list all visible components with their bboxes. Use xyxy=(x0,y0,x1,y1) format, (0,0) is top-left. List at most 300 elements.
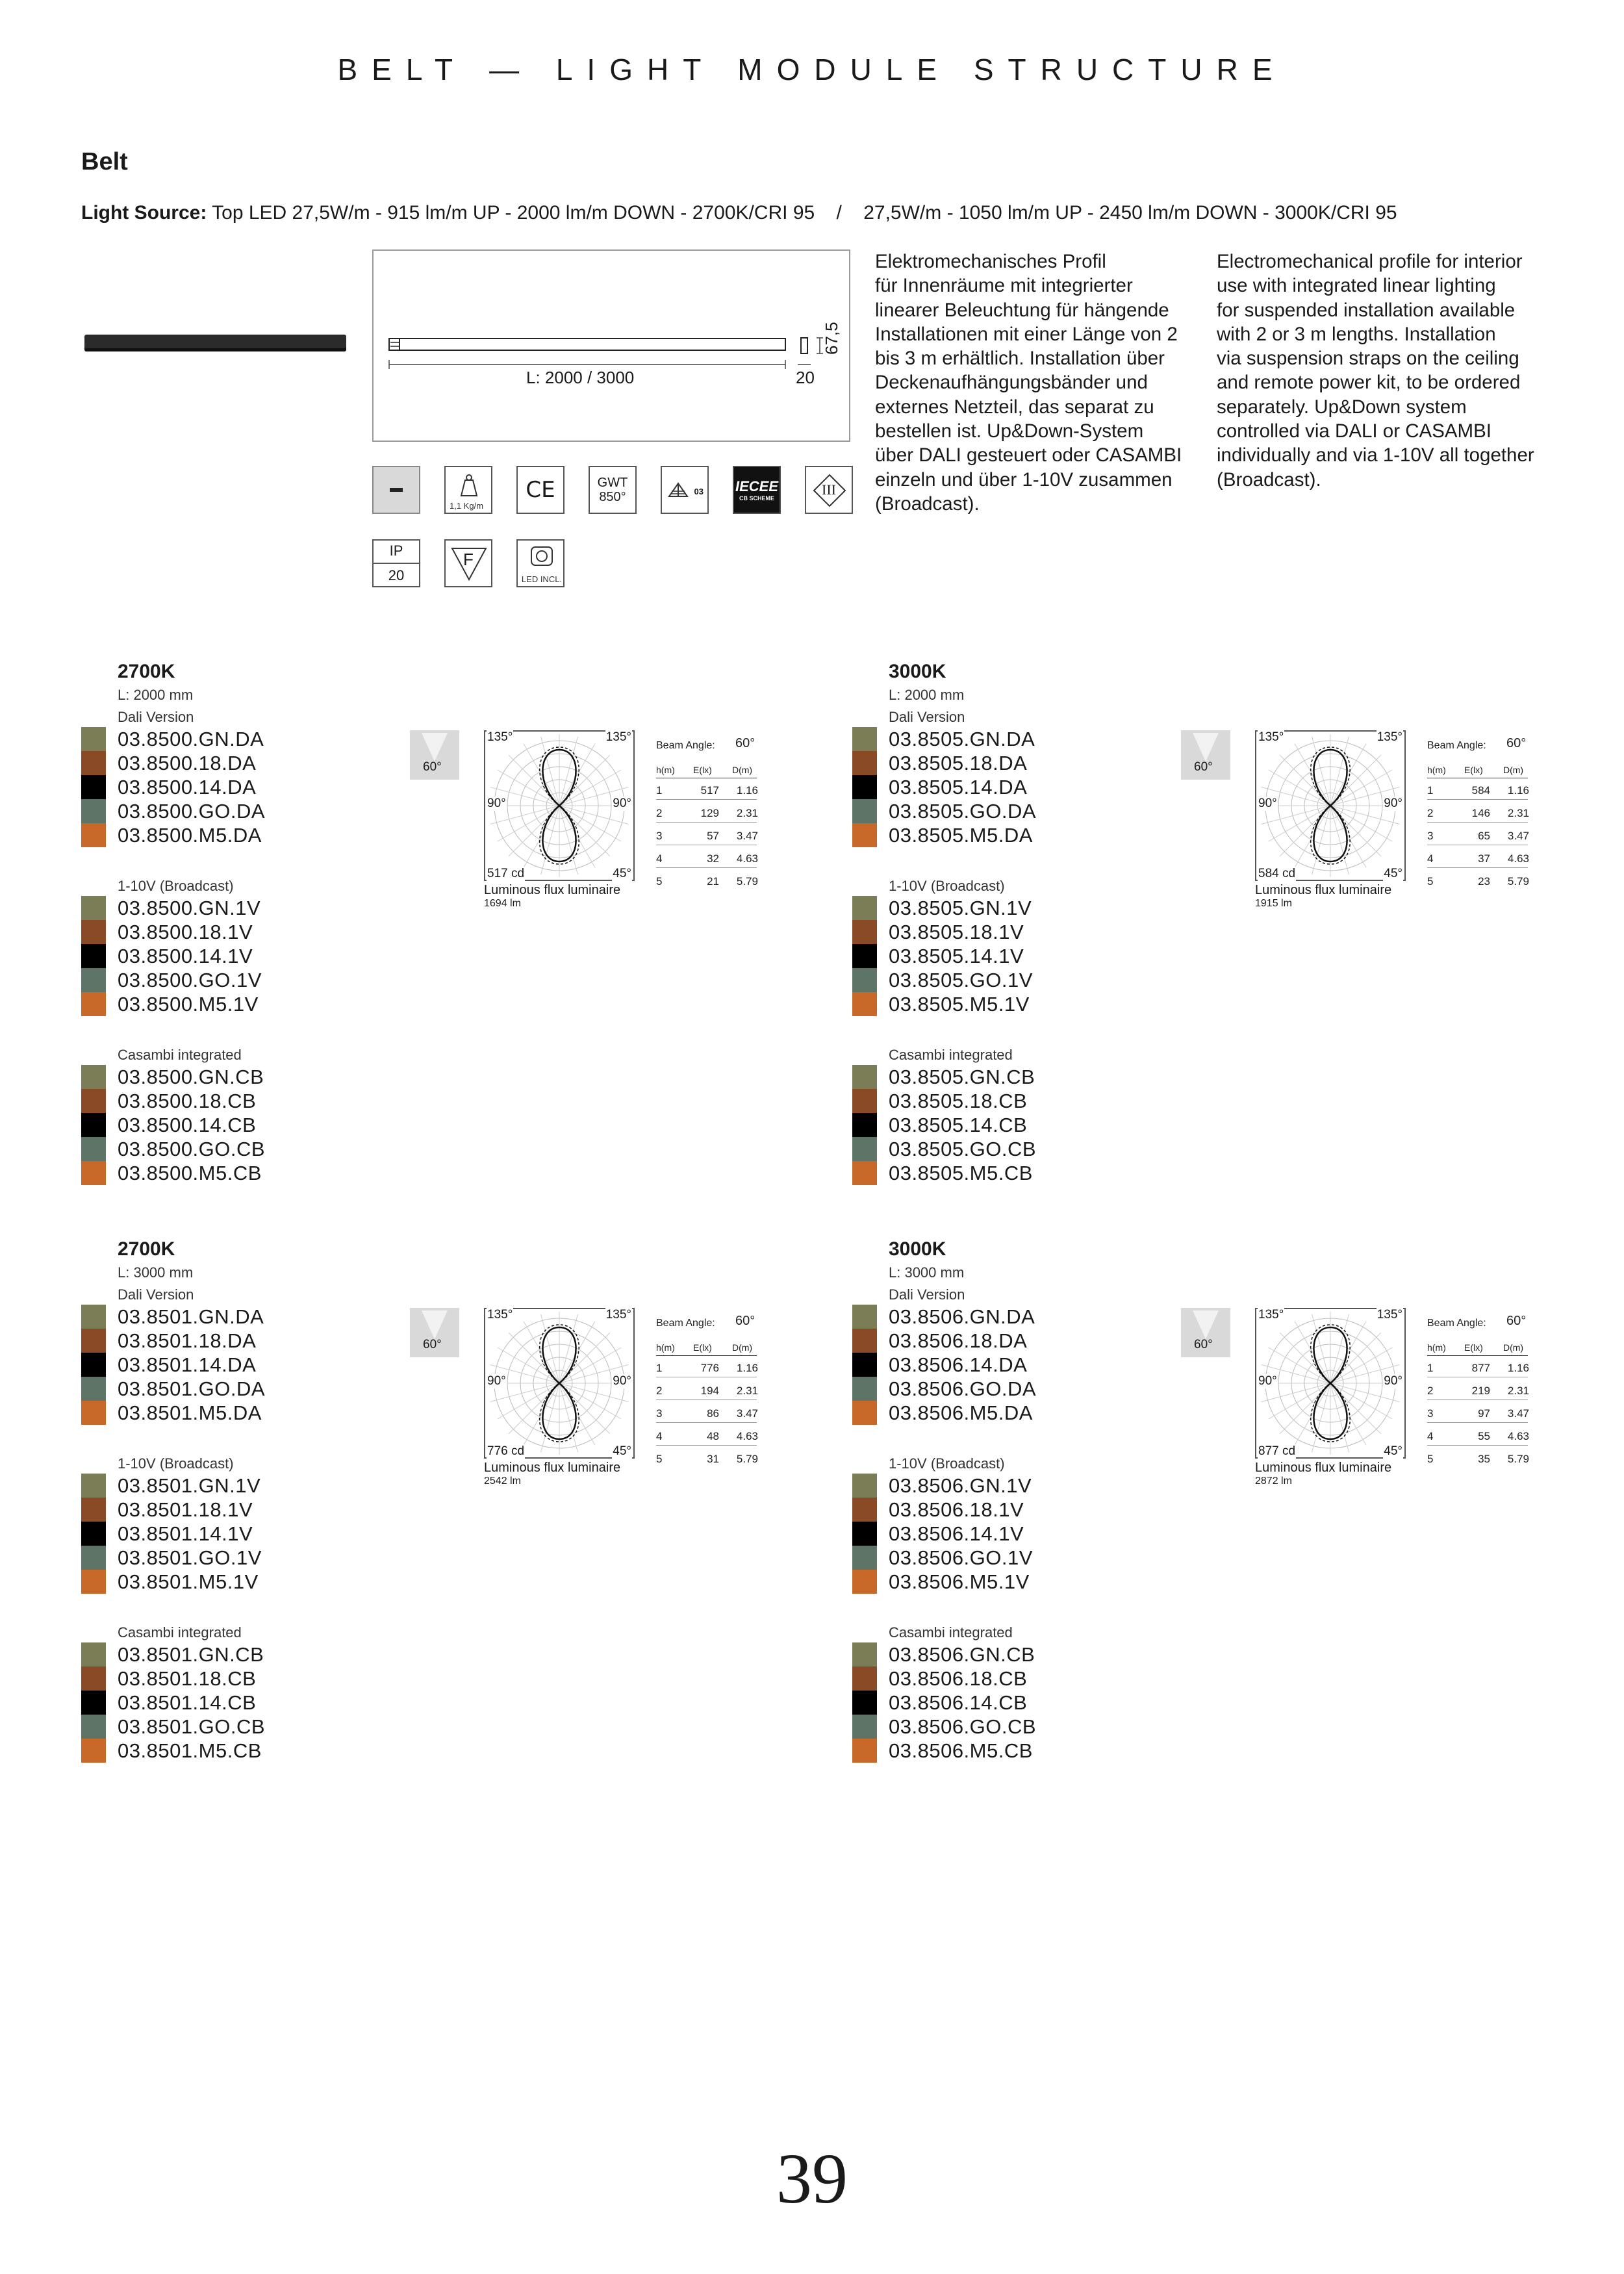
product-code: 03.8505.M5.1V xyxy=(889,993,1030,1016)
angle-label-mid-left: 90° xyxy=(487,797,506,810)
table-cell: 32 xyxy=(707,852,719,865)
table-cell: 3.47 xyxy=(736,1407,758,1420)
product-code: 03.8501.M5.DA xyxy=(118,1401,262,1424)
beam-cone-symbol xyxy=(1181,1308,1230,1340)
product-code: 03.8501.GN.1V xyxy=(118,1474,261,1497)
color-swatch-gn xyxy=(852,1065,877,1089)
color-swatch-14 xyxy=(852,1113,877,1137)
flux-value: 2542 lm xyxy=(484,1476,521,1487)
flux-label: Luminous flux luminaire xyxy=(484,883,621,897)
product-code: 03.8501.18.CB xyxy=(118,1667,257,1690)
product-code: 03.8501.M5.CB xyxy=(118,1739,262,1762)
product-code: 03.8500.18.CB xyxy=(118,1090,257,1112)
product-code: 03.8500.14.1V xyxy=(118,945,253,967)
flux-value: 1915 lm xyxy=(1255,898,1292,909)
color-swatch-14 xyxy=(852,1522,877,1546)
color-swatch-go xyxy=(852,968,877,992)
table-rule xyxy=(1427,1399,1528,1400)
group-label: Casambi integrated xyxy=(118,1624,242,1641)
angle-label-top-right: 135° xyxy=(605,730,631,744)
table-cell: 2.31 xyxy=(1507,1385,1529,1397)
ip-title: IP xyxy=(389,542,403,559)
description-german: Elektromechanisches Profil für Innenräume mit integrierter linearer Beleuchtung für hängende Installationen mit einer Länge von 2 bis 3 m erhältlich. Installation über Deckenaufhängungsbänder und externes Netzteil, das separat zu bestellen ist. Up&Down-System über DALI gesteuert oder CASAMBI einzeln und über 1-10V zusammen (Broadcast). xyxy=(875,251,1182,515)
table-cell: 2 xyxy=(656,1385,663,1397)
angle-label-bottom-right: 45° xyxy=(1384,867,1402,880)
beam-cone-symbol xyxy=(1181,730,1230,763)
table-cell: 23 xyxy=(1478,875,1490,888)
length-label: L: 3000 mm xyxy=(118,1264,194,1281)
table-header: D(m) xyxy=(732,765,753,775)
product-code: 03.8505.18.1V xyxy=(889,921,1024,943)
width-dimension: 20 xyxy=(796,368,815,387)
table-cell: 21 xyxy=(707,875,719,888)
product-code: 03.8505.18.CB xyxy=(889,1090,1028,1112)
table-cell: 4 xyxy=(1427,1430,1434,1442)
table-cell: 1.16 xyxy=(736,784,758,797)
gwt-icon xyxy=(589,466,637,514)
weight-icon xyxy=(444,466,492,514)
product-code: 03.8500.14.CB xyxy=(118,1114,257,1136)
product-code: 03.8505.M5.DA xyxy=(889,824,1033,847)
group-label: Dali Version xyxy=(889,709,965,725)
beam-angle-value: 60° xyxy=(1506,1314,1527,1328)
table-cell: 517 xyxy=(700,784,719,797)
product-code: 03.8506.GO.CB xyxy=(889,1715,1037,1738)
polar-diagram xyxy=(1255,730,1406,881)
table-cell: 57 xyxy=(707,830,719,842)
group-label: Casambi integrated xyxy=(118,1047,242,1063)
product-code: 03.8500.18.1V xyxy=(118,921,253,943)
table-cell: 877 xyxy=(1471,1362,1490,1374)
color-swatch-18 xyxy=(81,1089,106,1113)
table-cell: 35 xyxy=(1478,1453,1490,1465)
color-swatch-14 xyxy=(81,775,106,799)
table-header: h(m) xyxy=(1427,765,1446,775)
product-code: 03.8506.14.DA xyxy=(889,1353,1028,1376)
color-swatch-m5 xyxy=(81,1401,106,1425)
illuminance-table xyxy=(656,1310,760,1466)
table-rule xyxy=(1427,1422,1528,1423)
table-cell: 31 xyxy=(707,1453,719,1465)
table-cell: 776 xyxy=(700,1362,719,1374)
beam-angle-value: 60° xyxy=(1506,736,1527,750)
color-swatch-18 xyxy=(852,1498,877,1522)
table-cell: 37 xyxy=(1478,852,1490,865)
table-cell: 1.16 xyxy=(1507,1362,1529,1374)
color-swatch-14 xyxy=(81,1691,106,1715)
angle-label-mid-right: 90° xyxy=(1384,1374,1402,1388)
product-code: 03.8506.14.1V xyxy=(889,1522,1024,1545)
angle-label-top-right: 135° xyxy=(1377,730,1402,744)
group-label: 1-10V (Broadcast) xyxy=(118,878,234,894)
angle-label-bottom-right: 45° xyxy=(613,867,631,880)
table-header: E(lx) xyxy=(1464,765,1483,775)
table-rule xyxy=(656,867,757,868)
product-code: 03.8501.GN.DA xyxy=(118,1305,264,1328)
table-cell: 1.16 xyxy=(1507,784,1529,797)
table-rule xyxy=(1427,822,1528,823)
product-code: 03.8505.M5.CB xyxy=(889,1162,1033,1184)
class-iii-icon xyxy=(805,466,853,514)
product-code: 03.8505.GN.DA xyxy=(889,728,1035,750)
table-header: E(lx) xyxy=(693,1342,712,1353)
product-code: 03.8500.M5.DA xyxy=(118,824,262,847)
table-cell: 219 xyxy=(1471,1385,1490,1397)
beam-angle-icon-label: 60° xyxy=(423,760,442,774)
color-swatch-14 xyxy=(852,1691,877,1715)
color-swatch-18 xyxy=(852,751,877,775)
group-label: 1-10V (Broadcast) xyxy=(889,1455,1005,1472)
polar-grid xyxy=(1256,732,1404,880)
description-english: Electromechanical profile for interior use with integrated linear lighting for suspended installation available with 2 or 3 m lengths. Installation via suspension straps on the ceiling and remote power kit, to be ordered separately. Up&Down system controlled via DALI or CASAMBI individually and via 1-10V all together (Broadcast). xyxy=(1217,251,1534,491)
candela-label: 517 cd xyxy=(487,867,525,880)
table-rule xyxy=(1427,799,1528,800)
table-cell: 4.63 xyxy=(736,852,758,865)
color-swatch-m5 xyxy=(852,823,877,847)
length-label: L: 3000 mm xyxy=(889,1264,965,1281)
weee-icon xyxy=(661,466,709,514)
product-code: 03.8501.M5.1V xyxy=(118,1570,259,1593)
suspension-type-icon xyxy=(372,466,420,514)
table-cell: 3.47 xyxy=(1507,1407,1529,1420)
color-swatch-gn xyxy=(852,1474,877,1498)
beam-cone-symbol xyxy=(410,730,459,763)
color-swatch-go xyxy=(81,799,106,823)
angle-label-mid-right: 90° xyxy=(613,797,631,810)
table-header: h(m) xyxy=(656,1342,675,1353)
product-code: 03.8505.14.1V xyxy=(889,945,1024,967)
product-code: 03.8500.GN.DA xyxy=(118,728,264,750)
table-cell: 2.31 xyxy=(736,807,758,819)
table-header: E(lx) xyxy=(693,765,712,775)
group-label: Dali Version xyxy=(889,1286,965,1303)
color-swatch-m5 xyxy=(81,823,106,847)
product-code: 03.8505.18.DA xyxy=(889,752,1028,774)
table-cell: 3 xyxy=(1427,1407,1434,1420)
table-cell: 5 xyxy=(656,1453,663,1465)
angle-label-bottom-right: 45° xyxy=(613,1444,631,1458)
product-code: 03.8505.GN.CB xyxy=(889,1066,1035,1088)
table-cell: 48 xyxy=(707,1430,719,1442)
group-label: Dali Version xyxy=(118,709,194,725)
table-header: h(m) xyxy=(656,765,675,775)
product-code: 03.8506.M5.DA xyxy=(889,1401,1033,1424)
color-swatch-go xyxy=(81,1377,106,1401)
product-code: 03.8500.M5.1V xyxy=(118,993,259,1016)
table-rule xyxy=(1427,1445,1528,1446)
table-rule xyxy=(656,1445,757,1446)
height-dimension: 67,5 xyxy=(822,322,841,355)
color-swatch-go xyxy=(852,1546,877,1570)
product-name: Belt xyxy=(81,148,128,175)
candela-label: 776 cd xyxy=(487,1444,525,1458)
product-code: 03.8500.14.DA xyxy=(118,776,257,798)
angle-label-mid-left: 90° xyxy=(1258,797,1277,810)
table-cell: 4 xyxy=(656,1430,663,1442)
page-title: BELT — LIGHT MODULE STRUCTURE xyxy=(337,53,1287,86)
table-rule xyxy=(656,799,757,800)
color-swatch-m5 xyxy=(81,992,106,1016)
color-swatch-18 xyxy=(81,1329,106,1353)
product-code: 03.8501.14.1V xyxy=(118,1522,253,1545)
flux-label: Luminous flux luminaire xyxy=(1255,1461,1392,1475)
weight-label: 1,1 Kg/m xyxy=(450,501,484,511)
flux-label: Luminous flux luminaire xyxy=(1255,883,1392,897)
color-swatch-m5 xyxy=(81,1570,106,1594)
color-swatch-go xyxy=(81,968,106,992)
table-cell: 5.79 xyxy=(736,875,758,888)
product-code: 03.8506.18.CB xyxy=(889,1667,1028,1690)
table-rule xyxy=(656,822,757,823)
table-cell: 5.79 xyxy=(1507,1453,1529,1465)
table-cell: 65 xyxy=(1478,830,1490,842)
color-swatch-m5 xyxy=(852,1739,877,1763)
table-cell: 2.31 xyxy=(1507,807,1529,819)
angle-label-top-right: 135° xyxy=(1377,1308,1402,1322)
beam-angle-value: 60° xyxy=(735,736,755,750)
table-cell: 5 xyxy=(1427,875,1434,888)
angle-label-top-left: 135° xyxy=(487,1308,513,1322)
color-swatch-gn xyxy=(852,727,877,751)
color-swatch-gn xyxy=(81,1642,106,1667)
angle-label-top-left: 135° xyxy=(1258,1308,1284,1322)
beam-angle-icon-label: 60° xyxy=(1194,760,1213,774)
table-header: E(lx) xyxy=(1464,1342,1483,1353)
color-swatch-18 xyxy=(81,920,106,944)
color-swatch-14 xyxy=(852,944,877,968)
color-swatch-go xyxy=(81,1137,106,1161)
product-code: 03.8500.GO.DA xyxy=(118,800,266,823)
technical-drawing xyxy=(372,249,850,442)
color-swatch-gn xyxy=(81,896,106,920)
product-section xyxy=(852,1238,1567,1771)
table-rule xyxy=(656,1399,757,1400)
group-label: Casambi integrated xyxy=(889,1047,1013,1063)
beam-angle-value: 60° xyxy=(735,1314,755,1328)
color-swatch-18 xyxy=(81,1498,106,1522)
product-code: 03.8501.GO.1V xyxy=(118,1546,262,1569)
product-code: 03.8501.18.DA xyxy=(118,1329,257,1352)
product-section xyxy=(81,661,796,1194)
product-code: 03.8505.GO.1V xyxy=(889,969,1033,991)
iecee-icon xyxy=(733,466,781,514)
angle-label-bottom-right: 45° xyxy=(1384,1444,1402,1458)
table-header: D(m) xyxy=(732,1342,753,1353)
table-cell: 2 xyxy=(656,807,663,819)
color-swatch-18 xyxy=(81,751,106,775)
group-label: 1-10V (Broadcast) xyxy=(889,878,1005,894)
table-rule xyxy=(1427,867,1528,868)
product-code: 03.8501.18.1V xyxy=(118,1498,253,1521)
color-swatch-14 xyxy=(81,1522,106,1546)
table-cell: 4 xyxy=(656,852,663,865)
angle-label-mid-left: 90° xyxy=(1258,1374,1277,1388)
product-code: 03.8500.GO.CB xyxy=(118,1138,266,1160)
product-code: 03.8501.GO.CB xyxy=(118,1715,266,1738)
angle-label-top-left: 135° xyxy=(487,730,513,744)
light-source-line xyxy=(81,202,1397,224)
product-code: 03.8505.GO.DA xyxy=(889,800,1037,823)
table-cell: 3 xyxy=(1427,830,1434,842)
table-cell: 5.79 xyxy=(1507,875,1529,888)
gwt-title: GWT xyxy=(597,476,628,490)
table-rule xyxy=(1427,1355,1528,1356)
product-code: 03.8506.M5.1V xyxy=(889,1570,1030,1593)
product-code: 03.8506.GN.DA xyxy=(889,1305,1035,1328)
beam-cone-symbol xyxy=(410,1308,459,1340)
angle-label-mid-right: 90° xyxy=(1384,797,1402,810)
table-cell: 4.63 xyxy=(736,1430,758,1442)
color-swatch-14 xyxy=(81,944,106,968)
product-section xyxy=(81,1238,796,1771)
table-cell: 97 xyxy=(1478,1407,1490,1420)
product-code: 03.8500.M5.CB xyxy=(118,1162,262,1184)
product-code: 03.8505.14.DA xyxy=(889,776,1028,798)
page-number: 39 xyxy=(776,2139,848,2218)
color-swatch-14 xyxy=(852,1353,877,1377)
table-cell: 3.47 xyxy=(1507,830,1529,842)
table-header: D(m) xyxy=(1503,1342,1524,1353)
product-code: 03.8500.18.DA xyxy=(118,752,257,774)
table-cell: 1 xyxy=(1427,784,1434,797)
illuminance-table xyxy=(1427,1310,1531,1466)
product-code: 03.8500.GN.CB xyxy=(118,1066,264,1088)
group-label: Dali Version xyxy=(118,1286,194,1303)
product-code: 03.8501.14.CB xyxy=(118,1691,257,1714)
polar-grid xyxy=(485,732,633,880)
table-cell: 1 xyxy=(656,1362,663,1374)
beam-angle-label: Beam Angle: xyxy=(656,1318,715,1329)
product-code: 03.8506.GO.1V xyxy=(889,1546,1033,1569)
color-swatch-go xyxy=(81,1546,106,1570)
table-cell: 4 xyxy=(1427,852,1434,865)
table-cell: 1 xyxy=(1427,1362,1434,1374)
product-section xyxy=(852,661,1567,1194)
flux-value: 2872 lm xyxy=(1255,1476,1292,1487)
beam-angle-icon-label: 60° xyxy=(1194,1338,1213,1351)
beam-angle-label: Beam Angle: xyxy=(656,740,715,751)
illuminance-table xyxy=(656,732,760,888)
drawing-svg xyxy=(374,251,849,441)
group-label: 1-10V (Broadcast) xyxy=(118,1455,234,1472)
table-cell: 2 xyxy=(1427,807,1434,819)
weight-symbol xyxy=(456,472,482,498)
ip-value: 20 xyxy=(388,567,405,584)
color-swatch-18 xyxy=(852,1089,877,1113)
product-code: 03.8500.GN.1V xyxy=(118,897,261,919)
product-code: 03.8506.GN.1V xyxy=(889,1474,1032,1497)
angle-label-mid-left: 90° xyxy=(487,1374,506,1388)
table-rule xyxy=(656,1355,757,1356)
angle-label-top-left: 135° xyxy=(1258,730,1284,744)
beam-angle-label: Beam Angle: xyxy=(1427,740,1486,751)
color-swatch-m5 xyxy=(852,992,877,1016)
color-swatch-18 xyxy=(852,920,877,944)
product-code: 03.8506.14.CB xyxy=(889,1691,1028,1714)
angle-label-mid-right: 90° xyxy=(613,1374,631,1388)
length-dimension: L: 2000 / 3000 xyxy=(526,368,635,387)
color-swatch-m5 xyxy=(852,1570,877,1594)
led-included-icon xyxy=(516,539,565,587)
f-label: F xyxy=(463,549,474,569)
group-label: Casambi integrated xyxy=(889,1624,1013,1641)
iecee-sub: CB SCHEME xyxy=(739,495,774,502)
product-code: 03.8501.14.DA xyxy=(118,1353,257,1376)
table-cell: 194 xyxy=(700,1385,719,1397)
color-temperature: 2700K xyxy=(118,1238,175,1260)
beam-angle-icon-label: 60° xyxy=(423,1338,442,1351)
color-swatch-gn xyxy=(852,1642,877,1667)
polar-grid xyxy=(1256,1309,1404,1457)
table-cell: 5 xyxy=(1427,1453,1434,1465)
color-swatch-gn xyxy=(852,1305,877,1329)
color-swatch-m5 xyxy=(852,1401,877,1425)
f-mark-icon xyxy=(444,539,492,587)
flux-value: 1694 lm xyxy=(484,898,521,909)
product-code: 03.8505.14.CB xyxy=(889,1114,1028,1136)
color-swatch-go xyxy=(852,799,877,823)
product-bar-image xyxy=(84,335,346,351)
candela-label: 877 cd xyxy=(1258,1444,1296,1458)
color-swatch-18 xyxy=(852,1329,877,1353)
flux-label: Luminous flux luminaire xyxy=(484,1461,621,1475)
table-cell: 5 xyxy=(656,875,663,888)
color-swatch-gn xyxy=(81,1305,106,1329)
led-symbol xyxy=(529,544,555,570)
beam-angle-label: Beam Angle: xyxy=(1427,1318,1486,1329)
product-code: 03.8501.GN.CB xyxy=(118,1643,264,1666)
color-swatch-18 xyxy=(852,1667,877,1691)
color-swatch-14 xyxy=(852,775,877,799)
table-cell: 4.63 xyxy=(1507,1430,1529,1442)
product-code: 03.8506.18.DA xyxy=(889,1329,1028,1352)
table-cell: 55 xyxy=(1478,1430,1490,1442)
led-incl-label: LED INCL. xyxy=(521,574,563,584)
ce-mark-icon: CE xyxy=(516,466,565,514)
table-cell: 3.47 xyxy=(736,830,758,842)
illuminance-table xyxy=(1427,732,1531,888)
color-swatch-go xyxy=(81,1715,106,1739)
color-swatch-gn xyxy=(81,727,106,751)
table-header: D(m) xyxy=(1503,765,1524,775)
polar-grid xyxy=(485,1309,633,1457)
product-code: 03.8501.GO.DA xyxy=(118,1377,266,1400)
table-cell: 4.63 xyxy=(1507,852,1529,865)
polar-diagram xyxy=(1255,1308,1406,1459)
light-source-text: Top LED 27,5W/m - 915 lm/m UP - 2000 lm/m DOWN - 2700K/CRI 95 / 27,5W/m - 1050 lm/m UP - 2450 lm/m DOWN - 3000K/CRI 95 xyxy=(207,202,1397,224)
table-rule xyxy=(656,1422,757,1423)
table-cell: 1 xyxy=(656,784,663,797)
color-temperature: 2700K xyxy=(118,661,175,682)
color-swatch-m5 xyxy=(81,1161,106,1185)
iecee-title: IECEE xyxy=(735,478,779,494)
candela-label: 584 cd xyxy=(1258,867,1296,880)
color-swatch-m5 xyxy=(852,1161,877,1185)
polar-diagram xyxy=(484,1308,635,1459)
color-swatch-gn xyxy=(852,896,877,920)
product-code: 03.8506.GN.CB xyxy=(889,1643,1035,1666)
class-label: III xyxy=(822,481,836,498)
product-code: 03.8506.M5.CB xyxy=(889,1739,1033,1762)
color-swatch-14 xyxy=(81,1353,106,1377)
angle-label-top-right: 135° xyxy=(605,1308,631,1322)
color-swatch-gn xyxy=(81,1474,106,1498)
color-temperature: 3000K xyxy=(889,661,946,682)
gwt-value: 850° xyxy=(599,490,626,504)
ip-rating-icon xyxy=(372,539,420,587)
weee-number: 03 xyxy=(694,487,704,496)
color-swatch-go xyxy=(852,1715,877,1739)
